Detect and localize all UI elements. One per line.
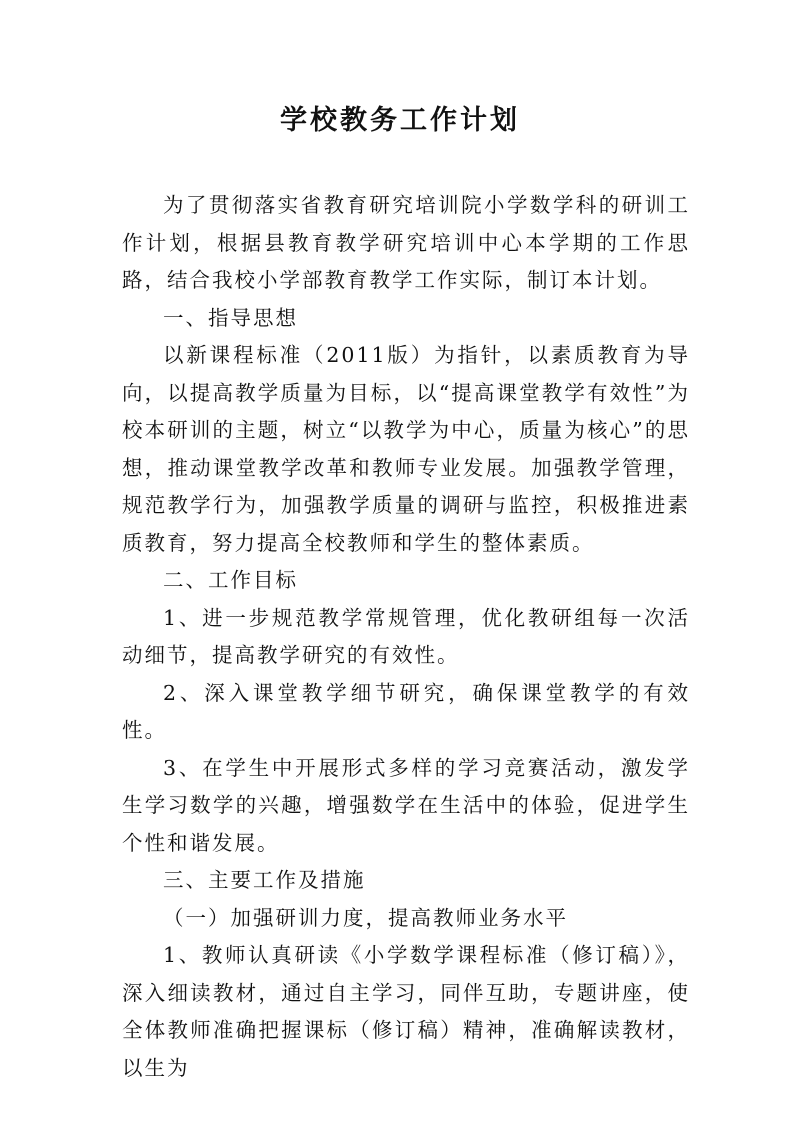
section-heading-guiding-thought: 一、指导思想 (163, 305, 298, 330)
work-goal-item-3: 3、在学生中开展形式多样的学习竞赛活动，激发学生学习数学的兴趣，增强数学在生活中的体验，促进学生个性和谐发展。 (122, 755, 690, 855)
intro-paragraph: 为了贯彻落实省教育研究培训院小学数学科的研训工作计划，根据县教育教学研究培训中心本学期的工作思路，结合我校小学部教育教学工作实际，制订本计划。 (122, 193, 690, 292)
guiding-thought-paragraph: 以新课程标准（2011版）为指针，以素质教育为导向，以提高教学质量为目标，以“提高课堂教学有效性”为校本研训的主题，树立“以教学为中心，质量为核心”的思想，推动课堂教学改革和教师专业发展。加强教学管理，规范教学行为，加强教学质量的调研与监控，积极推进素质教育，努力提高全校教师和学生的整体素质。 (122, 343, 690, 555)
work-goal-item-1: 1、进一步规范教学常规管理，优化教研组每一次活动细节，提高教学研究的有效性。 (122, 605, 690, 667)
training-item-1: 1、教师认真研读《小学数学课程标准（修订稿）》，深入细读教材，通过自主学习，同伴互助，专题讲座，使全体教师准确把握课标（修订稿）精神，准确解读教材，以生为 (122, 943, 690, 1080)
document-body (122, 187, 690, 1087)
document-title: 学校教务工作计划 (280, 105, 520, 136)
subsection-heading-training: （一）加强研训力度，提高教师业务水平 (163, 905, 568, 930)
work-goal-item-2: 2、深入课堂教学细节研究，确保课堂教学的有效性。 (122, 680, 690, 742)
section-heading-work-goals: 二、工作目标 (163, 568, 298, 592)
section-heading-main-work: 三、主要工作及措施 (163, 868, 366, 892)
